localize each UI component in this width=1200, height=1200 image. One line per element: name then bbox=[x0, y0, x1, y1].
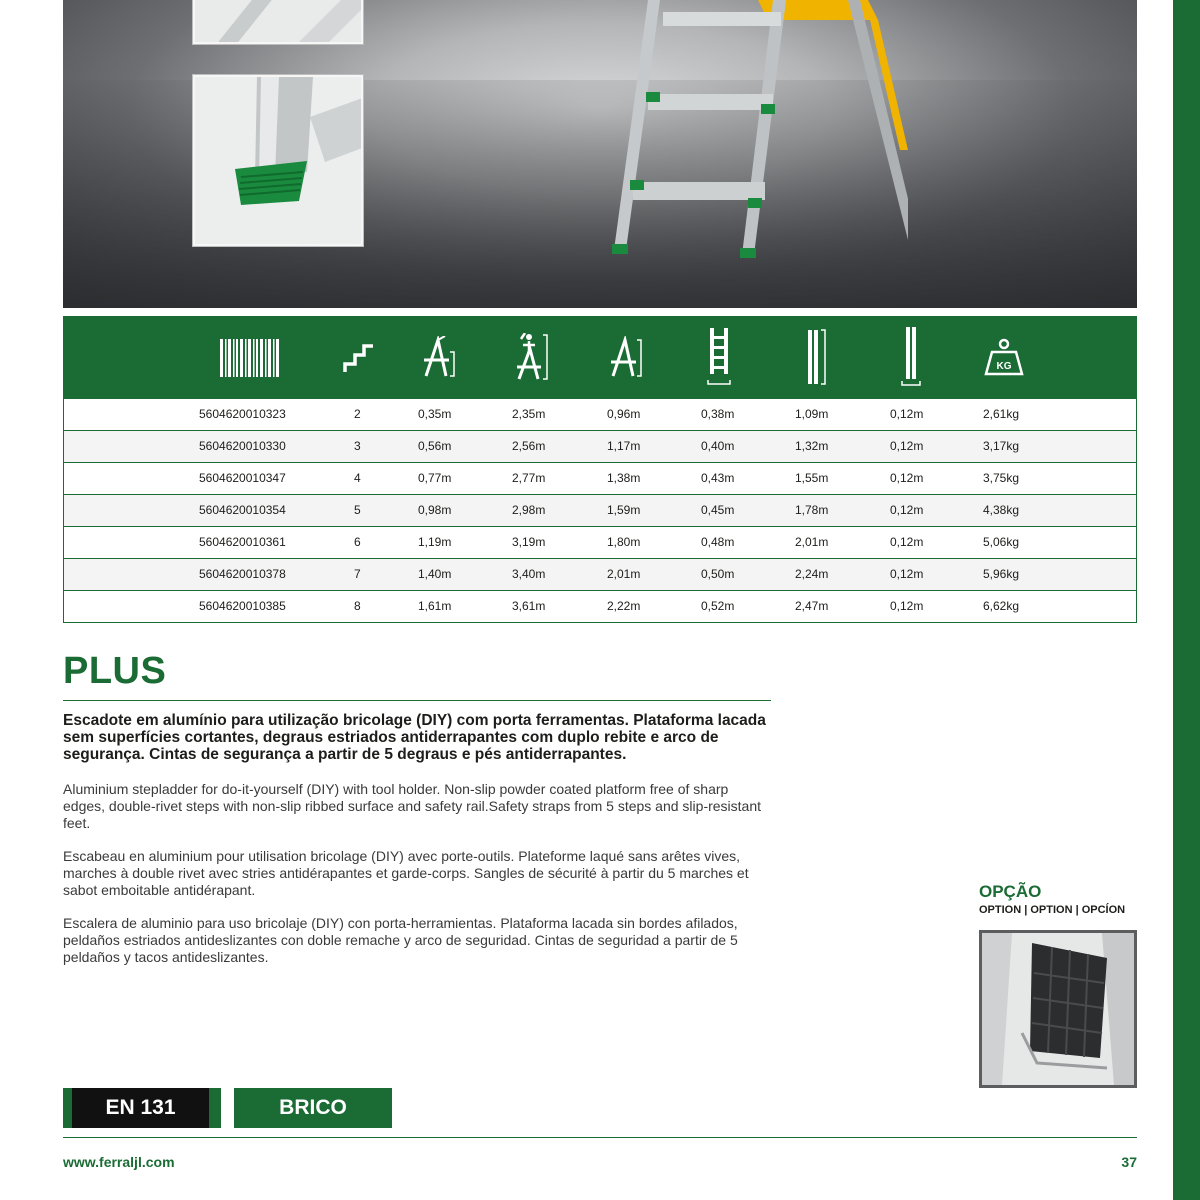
cell-open-height: 0,96m bbox=[607, 407, 641, 421]
cell-width: 0,38m bbox=[701, 407, 735, 421]
cell-closed-height: 2,24m bbox=[795, 567, 829, 581]
cell-depth: 0,12m bbox=[890, 471, 924, 485]
description-pt: Escadote em alumínio para utilização bricolage (DIY) com porta ferramentas. Plataforma lacada sem superfícies cortantes, degraus estriados antiderrapantes com duplo rebite e arco de segurança. Cintas de segurança a partir de 5 degraus e pés antiderrapantes. bbox=[63, 712, 766, 763]
cell-open-height: 1,38m bbox=[607, 471, 641, 485]
table-row bbox=[64, 590, 1136, 622]
cell-weight: 4,38kg bbox=[983, 503, 1020, 517]
cell-platform-height: 1,19m bbox=[418, 535, 452, 549]
steps-icon bbox=[343, 327, 375, 389]
cell-width: 0,45m bbox=[701, 503, 735, 517]
cell-weight: 5,96kg bbox=[983, 567, 1020, 581]
table-row bbox=[64, 398, 1136, 430]
cell-width: 0,48m bbox=[701, 535, 735, 549]
cell-closed-height: 1,09m bbox=[795, 407, 829, 421]
table-row bbox=[64, 494, 1136, 526]
cell-depth: 0,12m bbox=[890, 567, 924, 581]
open-height-icon bbox=[609, 327, 645, 389]
cell-depth: 0,12m bbox=[890, 599, 924, 613]
working-height-icon bbox=[515, 327, 551, 389]
cell-barcode: 5604620010323 bbox=[199, 407, 286, 421]
cell-steps: 4 bbox=[354, 471, 361, 485]
side-stripe bbox=[1173, 0, 1200, 1200]
cell-depth: 0,12m bbox=[890, 503, 924, 517]
cell-platform-height: 0,98m bbox=[418, 503, 452, 517]
cell-barcode: 5604620010330 bbox=[199, 439, 286, 453]
cell-open-height: 1,59m bbox=[607, 503, 641, 517]
cell-platform-height: 0,77m bbox=[418, 471, 452, 485]
cell-depth: 0,12m bbox=[890, 407, 924, 421]
cell-open-height: 2,22m bbox=[607, 599, 641, 613]
cell-working-height: 3,40m bbox=[512, 567, 546, 581]
page-number: 37 bbox=[1121, 1154, 1137, 1170]
cell-weight: 2,61kg bbox=[983, 407, 1020, 421]
cell-barcode: 5604620010378 bbox=[199, 567, 286, 581]
cell-closed-height: 2,47m bbox=[795, 599, 829, 613]
cell-depth: 0,12m bbox=[890, 439, 924, 453]
cell-weight: 3,17kg bbox=[983, 439, 1020, 453]
cell-width: 0,40m bbox=[701, 439, 735, 453]
cell-barcode: 5604620010354 bbox=[199, 503, 286, 517]
footer-divider bbox=[63, 1137, 1137, 1138]
cell-weight: 6,62kg bbox=[983, 599, 1020, 613]
cell-steps: 6 bbox=[354, 535, 361, 549]
option-title: OPÇÃO bbox=[979, 882, 1042, 901]
cell-steps: 7 bbox=[354, 567, 361, 581]
description-fr: Escabeau en aluminium pour utilisation bricolage (DIY) avec porte-outils. Plateforme laqué sans arêtes vives, marches à double rivet avec stries antidérapantes et garde-corps. Sangles de sécurité à partir du 5 marches et sabot emboitable antidérapant. bbox=[63, 848, 749, 898]
table-row bbox=[64, 558, 1136, 590]
barcode-icon bbox=[220, 327, 280, 389]
cell-width: 0,43m bbox=[701, 471, 735, 485]
cell-barcode: 5604620010347 bbox=[199, 471, 286, 485]
description-es: Escalera de aluminio para uso bricolaje (DIY) con porta-herramientas. Plataforma lacada sin bordes afilados, peldaños estriados antideslizantes con doble remache y arco de seguridad. Cintas de seguridad a partir de 5 peldaños y tacos antideslizantes. bbox=[63, 915, 738, 965]
platform-height-icon bbox=[422, 327, 458, 389]
cell-platform-height: 1,61m bbox=[418, 599, 452, 613]
width-icon bbox=[704, 327, 734, 389]
cell-working-height: 2,98m bbox=[512, 503, 546, 517]
weight-icon-label: KG bbox=[996, 361, 1012, 372]
cell-weight: 3,75kg bbox=[983, 471, 1020, 485]
cell-barcode: 5604620010361 bbox=[199, 535, 286, 549]
tool-tray-photo bbox=[979, 930, 1137, 1088]
cell-steps: 8 bbox=[354, 599, 361, 613]
depth-icon bbox=[896, 327, 924, 389]
cell-steps: 3 bbox=[354, 439, 361, 453]
table-row bbox=[64, 462, 1136, 494]
title-divider bbox=[63, 700, 771, 701]
cell-steps: 5 bbox=[354, 503, 361, 517]
spec-table bbox=[63, 316, 1137, 623]
cell-closed-height: 1,32m bbox=[795, 439, 829, 453]
description-en: Aluminium stepladder for do-it-yourself (DIY) with tool holder. Non-slip powder coated platform free of sharp edges, double-rivet steps with non-slip ribbed surface and safety rail.Safety straps from 5 steps and slip-resistant feet. bbox=[63, 781, 762, 831]
cell-working-height: 2,56m bbox=[512, 439, 546, 453]
footer-url[interactable]: www.ferraljl.com bbox=[63, 1154, 175, 1170]
table-row bbox=[64, 526, 1136, 558]
cell-working-height: 3,61m bbox=[512, 599, 546, 613]
cell-steps: 2 bbox=[354, 407, 361, 421]
cell-barcode: 5604620010385 bbox=[199, 599, 286, 613]
closed-height-icon bbox=[802, 327, 830, 389]
product-title: PLUS bbox=[63, 650, 167, 692]
cell-width: 0,52m bbox=[701, 599, 735, 613]
category-badge: BRICO bbox=[234, 1088, 392, 1128]
spec-table-body bbox=[64, 398, 1136, 622]
stepladder-photo bbox=[608, 0, 908, 260]
cell-working-height: 3,19m bbox=[512, 535, 546, 549]
weight-kg-icon bbox=[984, 327, 1024, 389]
cell-open-height: 1,80m bbox=[607, 535, 641, 549]
spec-table-header bbox=[64, 317, 1136, 398]
cell-open-height: 2,01m bbox=[607, 567, 641, 581]
cell-platform-height: 0,35m bbox=[418, 407, 452, 421]
cell-platform-height: 1,40m bbox=[418, 567, 452, 581]
cell-working-height: 2,77m bbox=[512, 471, 546, 485]
cell-platform-height: 0,56m bbox=[418, 439, 452, 453]
cell-depth: 0,12m bbox=[890, 535, 924, 549]
table-row bbox=[64, 430, 1136, 462]
cell-closed-height: 1,55m bbox=[795, 471, 829, 485]
cell-weight: 5,06kg bbox=[983, 535, 1020, 549]
option-subtitle: OPTION | OPTION | OPCÍON bbox=[979, 904, 1126, 916]
cell-open-height: 1,17m bbox=[607, 439, 641, 453]
cell-working-height: 2,35m bbox=[512, 407, 546, 421]
detail-photo bbox=[193, 0, 363, 44]
hero-photo bbox=[63, 0, 1137, 308]
rubber-foot-photo bbox=[193, 75, 363, 246]
cell-width: 0,50m bbox=[701, 567, 735, 581]
cell-closed-height: 1,78m bbox=[795, 503, 829, 517]
cell-closed-height: 2,01m bbox=[795, 535, 829, 549]
standard-badge: EN 131 bbox=[63, 1088, 221, 1128]
